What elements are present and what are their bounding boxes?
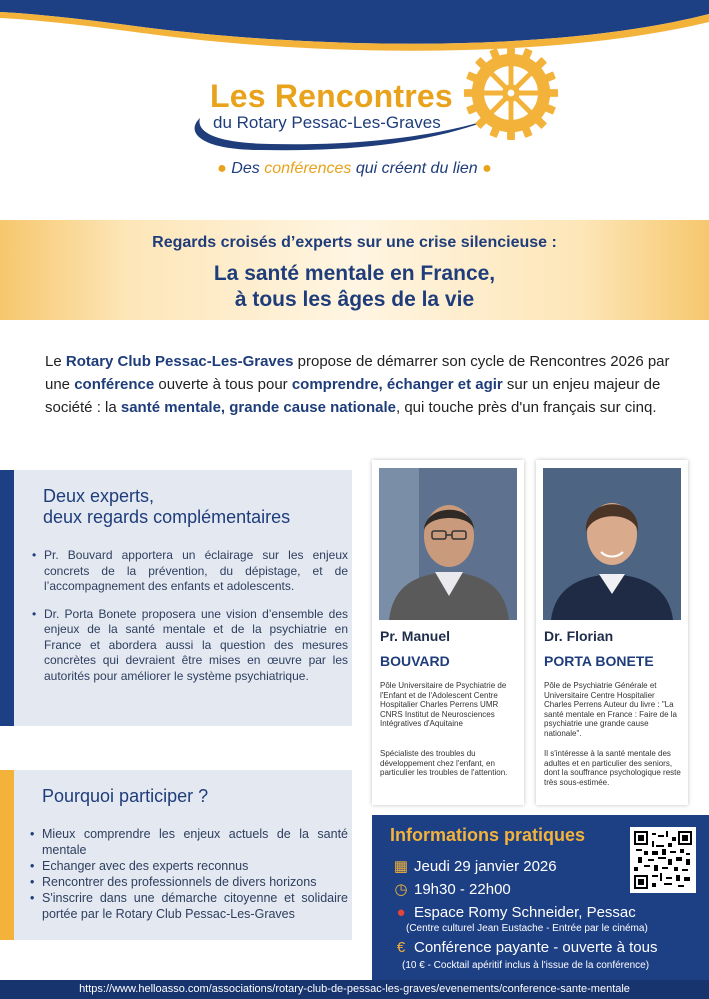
speaker-last-name: PORTA BONETE bbox=[544, 653, 654, 669]
intro-paragraph: Le Rotary Club Pessac-Les-Graves propose de démarrer son cycle de Rencontres 2026 par une conférence ouverte à tous pour comprendre, échanger et agir sur un enjeu majeur de société : la santé mentale, grande cause nationale, qui touche près d'un français sur cinq. bbox=[45, 353, 670, 416]
info-place-note: (Centre culturel Jean Eustache - Entrée par le cinéma) bbox=[406, 923, 648, 934]
panel-accent-bar bbox=[0, 770, 14, 940]
list-item: • Echanger avec des experts reconnus bbox=[30, 858, 348, 874]
banner-title: La santé mentale en France, à tous les âges de la vie bbox=[213, 262, 496, 311]
rotary-wheel-icon bbox=[462, 44, 560, 142]
bullet-dot-icon: ● bbox=[217, 160, 227, 177]
info-price-note: (10 € - Cocktail apéritif inclus à l'issue de la conférence) bbox=[402, 960, 650, 971]
top-wave-decoration bbox=[0, 0, 709, 60]
list-item: • S'inscrire dans une démarche citoyenne et solidaire portée par le Rotary Club Pessac-Les-Graves bbox=[30, 890, 348, 922]
euro-icon: € bbox=[396, 939, 406, 956]
why-participate-panel bbox=[0, 770, 352, 940]
location-pin-icon: ● bbox=[396, 904, 406, 921]
panel-accent-bar bbox=[0, 470, 14, 726]
qr-code[interactable] bbox=[630, 827, 696, 893]
speaker-specialty: Il s'intéresse à la santé mentale des adultes et en particulier des seniors, dont la souffrance psychologique reste très sous-estimée. bbox=[544, 749, 681, 787]
experts-panel bbox=[0, 470, 352, 726]
speaker-card-bouvard bbox=[372, 460, 524, 805]
speaker-affiliation: Pôle Universitaire de Psychiatrie de l'Enfant et de l'Adolescent Centre Hospitalier Charles Perrens UMR CNRS Institut de Neurosciences Intégratives d'Aquitaine bbox=[380, 681, 507, 728]
info-place: ● Espace Romy Schneider, Pessac bbox=[392, 904, 636, 921]
speaker-first-name: Dr. Florian bbox=[544, 628, 614, 644]
banner-subtitle: Regards croisés d’experts sur une crise silencieuse : bbox=[152, 234, 557, 251]
speaker-first-name: Pr. Manuel bbox=[380, 628, 451, 644]
list-item: • Dr. Porta Bonete proposera une vision d’ensemble des enjeux de la santé mentale et de la psychiatrie en France et abordera aussi la question des mesures concrètes qui devraient être mises en œuvre par les autorités pour améliorer le système psychiatrique. bbox=[32, 607, 348, 685]
practical-info-box bbox=[372, 815, 709, 980]
experts-list bbox=[32, 548, 348, 684]
info-time: ◷ 19h30 - 22h00 bbox=[392, 880, 511, 898]
brand-title: Les Rencontres bbox=[210, 78, 453, 114]
speaker-photo bbox=[379, 468, 517, 620]
tagline: ● Des conférences qui créent du lien ● bbox=[217, 160, 492, 177]
list-item: • Mieux comprendre les enjeux actuels de la santé mentale bbox=[30, 826, 348, 858]
clock-icon: ◷ bbox=[394, 881, 408, 898]
brand-subtitle: du Rotary Pessac-Les-Graves bbox=[213, 113, 441, 132]
info-date: ▦ Jeudi 29 janvier 2026 bbox=[393, 858, 557, 875]
speaker-card-porta-bonete bbox=[536, 460, 688, 805]
speaker-affiliation: Pôle de Psychiatrie Générale et Universitaire Centre Hospitalier Charles Perrens Auteur du livre : "La santé mentale en France : Faire de la psychiatrie une grande cause nationale". bbox=[544, 681, 677, 738]
speaker-photo bbox=[543, 468, 681, 620]
registration-link[interactable]: https://www.helloasso.com/associations/rotary-club-de-pessac-les-graves/evenements/conference-sante-mentale bbox=[0, 980, 709, 999]
experts-panel-title: Deux experts, deux regards complémentaires bbox=[43, 486, 291, 527]
speaker-specialty: Spécialiste des troubles du développement chez l'enfant, en particulier les troubles de l'attention. bbox=[380, 749, 508, 777]
calendar-icon: ▦ bbox=[393, 858, 409, 875]
speaker-last-name: BOUVARD bbox=[380, 653, 450, 669]
info-title: Informations pratiques bbox=[390, 825, 586, 845]
bullet-dot-icon: ● bbox=[482, 160, 492, 177]
why-panel-title: Pourquoi participer ? bbox=[42, 786, 209, 806]
list-item: • Pr. Bouvard apportera un éclairage sur les enjeux concrets de la prévention, du dépistage, et de l’accompagnement des enfants et adolescents. bbox=[32, 548, 348, 595]
list-item: • Rencontrer des professionnels de divers horizons bbox=[30, 874, 348, 890]
why-list bbox=[30, 826, 348, 922]
info-price: € Conférence payante - ouverte à tous bbox=[392, 939, 658, 956]
